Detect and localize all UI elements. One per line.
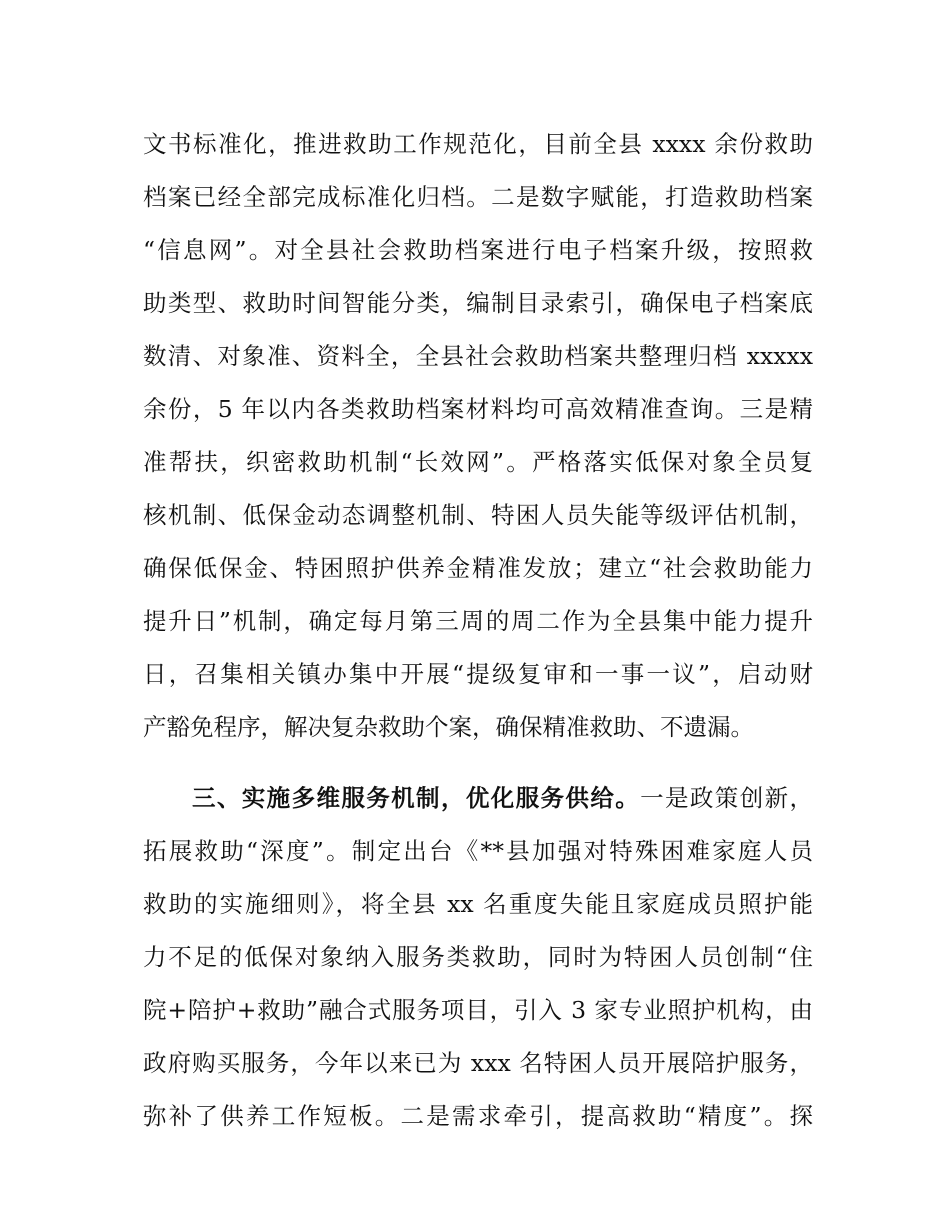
paragraph-line: 力不足的低保对象纳入服务类救助，同时为特困人员创制“住 (143, 943, 813, 971)
paragraph-line: 救助的实施细则》，将全县 xx 名重度失能且家庭成员照护能 (143, 890, 813, 918)
paragraph-line: 助类型、救助时间智能分类，编制目录索引，确保电子档案底 (143, 289, 813, 317)
paragraph-line: 产豁免程序，解决复杂救助个案，确保精准救助、不遗漏。 (143, 713, 754, 741)
paragraph-line: 确保低保金、特困照护供养金精准发放；建立“社会救助能力 (143, 554, 813, 582)
paragraph-line: 余份，5 年以内各类救助档案材料均可高效精准查询。三是精 (143, 395, 813, 423)
paragraph-line: 档案已经全部完成标准化归档。二是数字赋能，打造救助档案 (143, 183, 813, 211)
paragraph-line: 政府购买服务，今年以来已为 xxx 名特困人员开展陪护服务， (143, 1049, 813, 1077)
paragraph-line: 院+陪护+救助”融合式服务项目，引入 3 家专业照护机构，由 (143, 996, 813, 1024)
paragraph-line: 核机制、低保金动态调整机制、特困人员失能等级评估机制， (143, 501, 813, 529)
paragraph-text: 一是政策创新， (640, 784, 813, 812)
paragraph-line: 准帮扶，织密救助机制“长效网”。严格落实低保对象全员复 (143, 448, 813, 476)
paragraph-line: 提升日”机制，确定每月第三周的周二作为全县集中能力提升 (143, 607, 813, 635)
paragraph-line: 弥补了供养工作短板。二是需求牵引，提高救助“精度”。探 (143, 1102, 813, 1130)
paragraph-line: “信息网”。对全县社会救助档案进行电子档案升级，按照救 (143, 236, 813, 264)
paragraph-first-line (192, 778, 813, 818)
paragraph-line: 拓展救助“深度”。制定出台《**县加强对特殊困难家庭人员 (143, 837, 813, 865)
paragraph-line: 文书标准化，推进救助工作规范化，目前全县 xxxx 余份救助 (143, 130, 813, 158)
paragraph-line: 数清、对象准、资料全，全县社会救助档案共整理归档 xxxxx (143, 342, 813, 370)
paragraph-line: 日，召集相关镇办集中开展“提级复审和一事一议”，启动财 (143, 660, 813, 688)
section-heading: 三、实施多维服务机制，优化服务供给。 (192, 784, 641, 812)
